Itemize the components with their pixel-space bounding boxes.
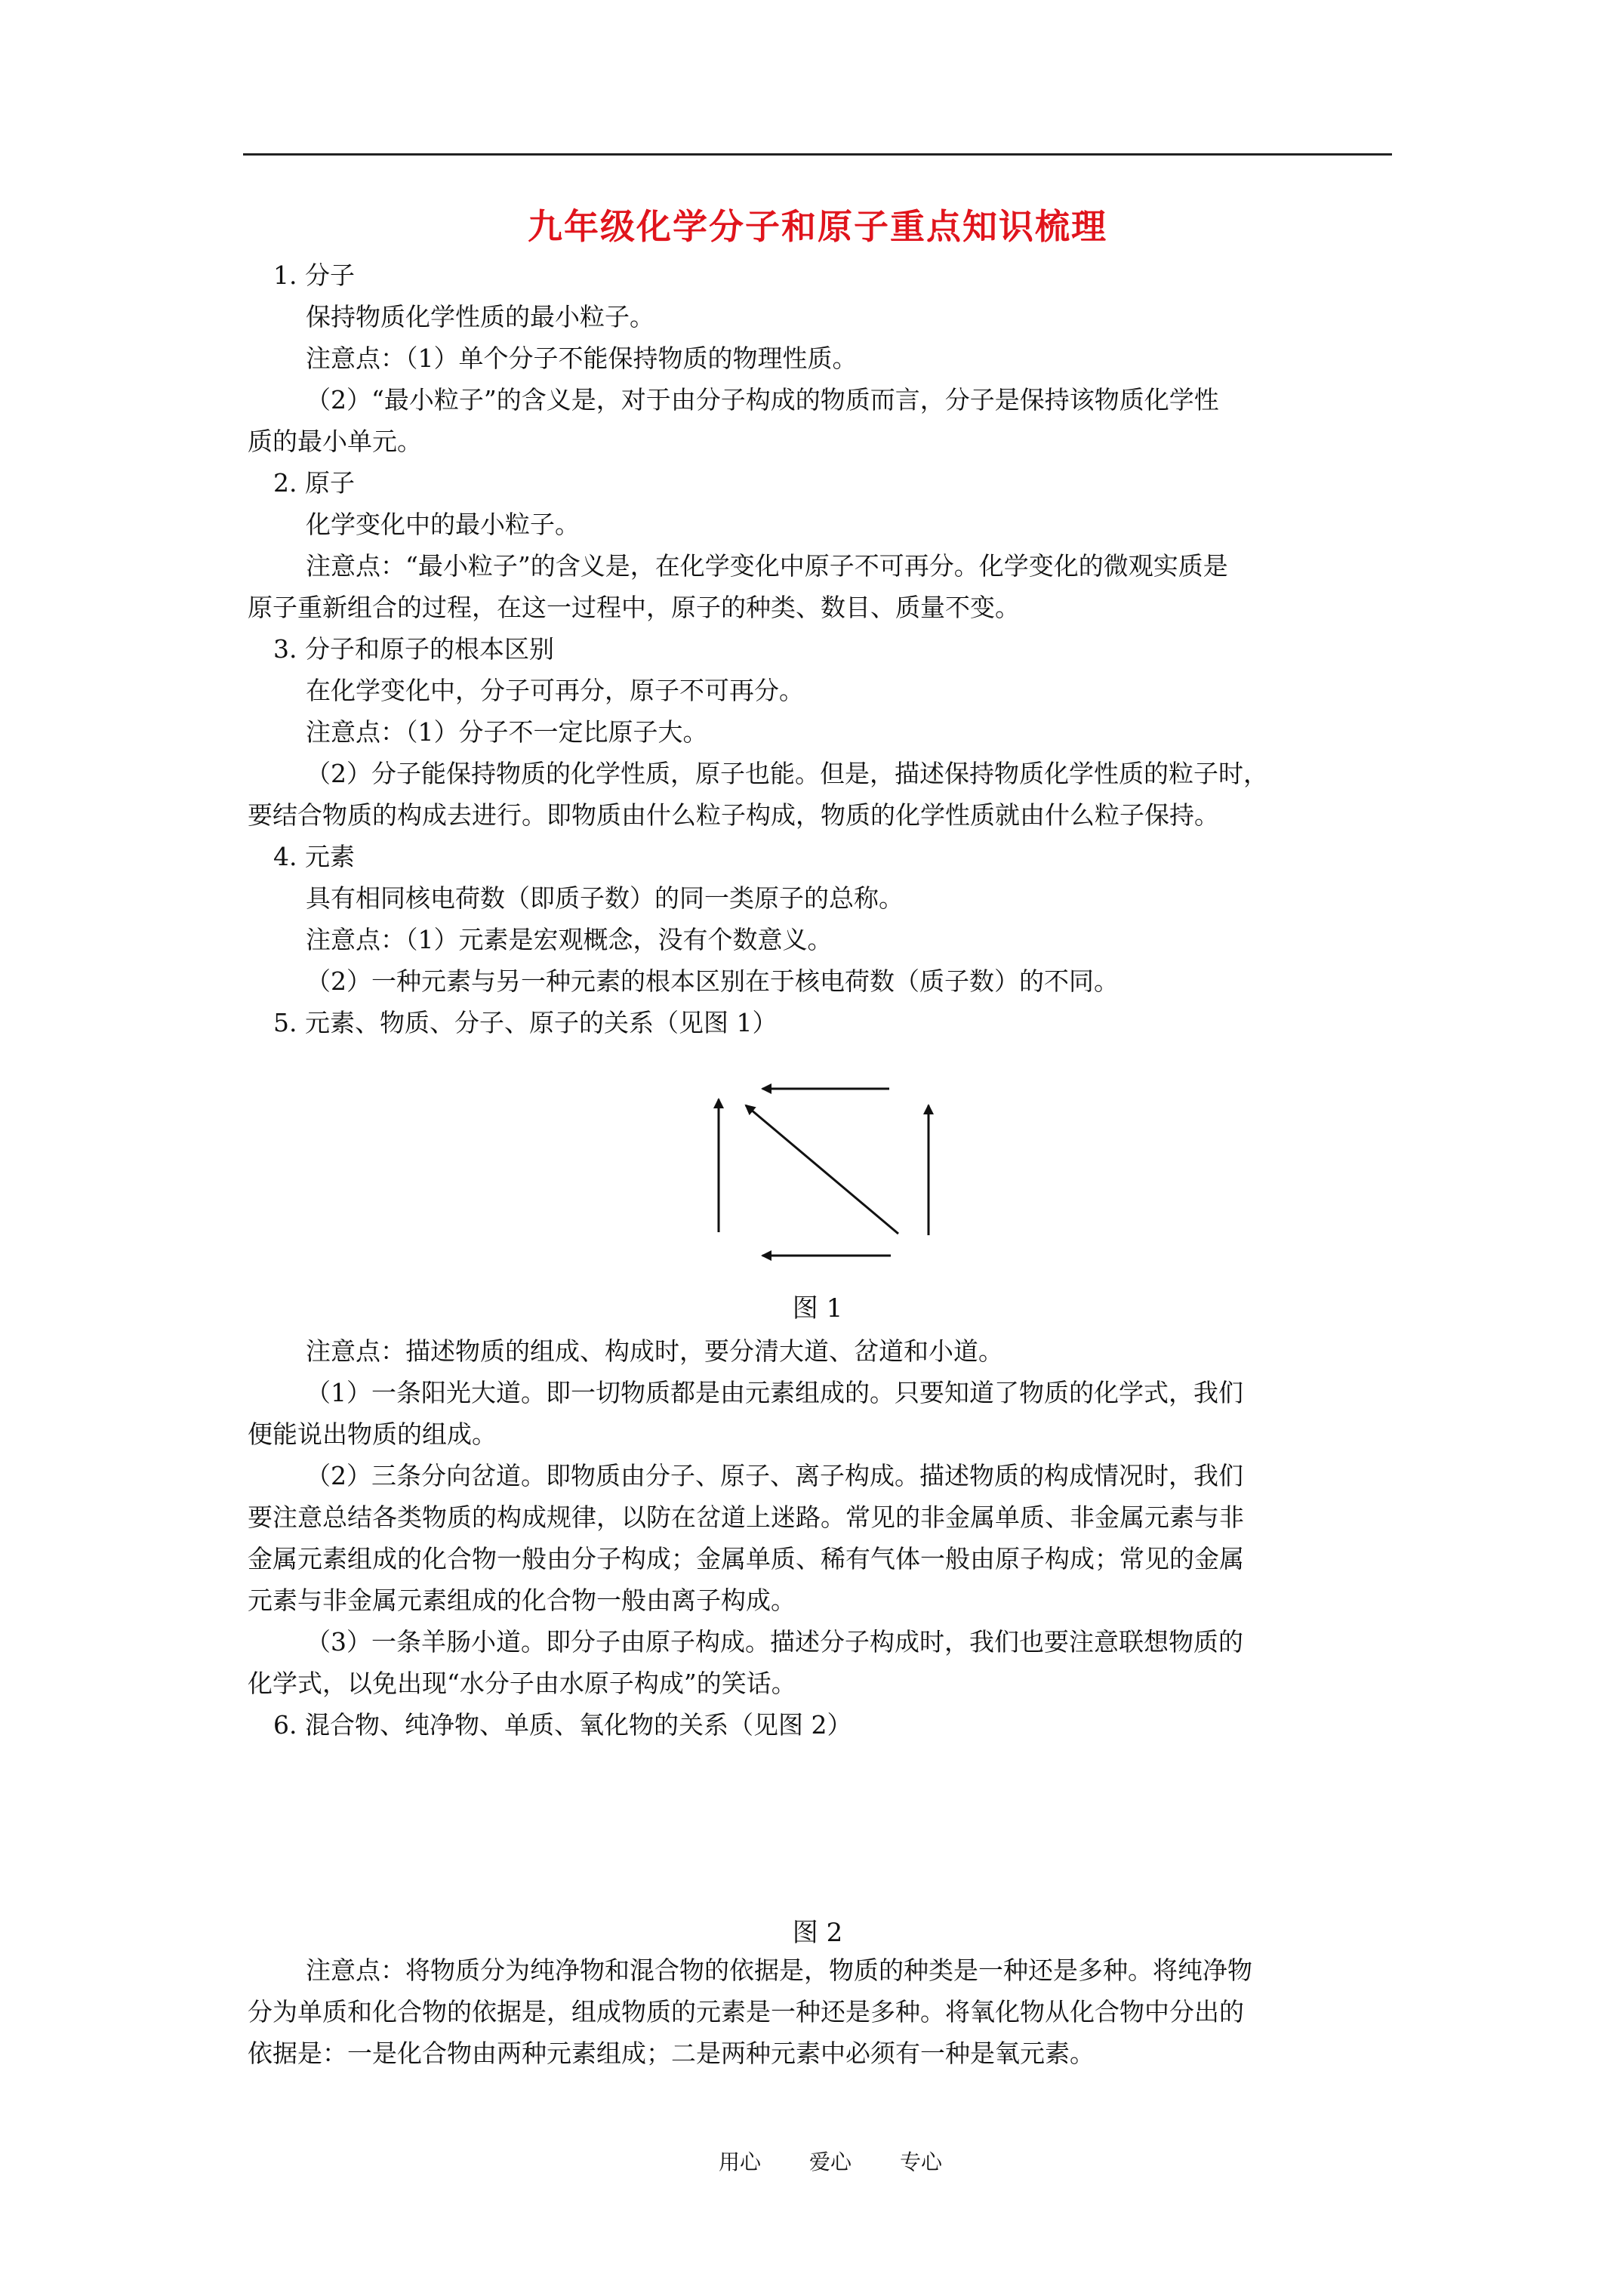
text-line: 化学式，以免出现“水分子由水原子构成”的笑话。 <box>248 1669 796 1698</box>
section-heading-molecule: 1. 分子 <box>273 260 355 290</box>
page-footer <box>679 2146 981 2176</box>
text-line: 依据是：一是化合物由两种元素组成；二是两种元素中必须有一种是氧元素。 <box>248 2039 1095 2068</box>
text-line: 质的最小单元。 <box>248 427 422 456</box>
text-line: 注意点：（1）单个分子不能保持物质的物理性质。 <box>306 344 858 373</box>
text-line: 注意点：描述物质的组成、构成时，要分清大道、岔道和小道。 <box>306 1336 1003 1366</box>
text-line: （2）分子能保持物质的化学性质，原子也能。但是，描述保持物质化学性质的粒子时， <box>306 759 1268 788</box>
text-line: 要结合物质的构成去进行。即物质由什么粒子构成，物质的化学性质就由什么粒子保持。 <box>248 800 1219 830</box>
text-line: 分为单质和化合物的依据是，组成物质的元素是一种还是多种。将氧化物从化合物中分出的 <box>248 1997 1244 2026</box>
section-heading-element: 4. 元素 <box>273 842 355 871</box>
text-line: 化学变化中的最小粒子。 <box>306 510 580 539</box>
text-line: （1）一条阳光大道。即一切物质都是由元素组成的。只要知道了物质的化学式，我们 <box>306 1378 1243 1407</box>
section-heading-atom: 2. 原子 <box>273 468 355 498</box>
footer-item: 爱心 <box>808 2150 852 2174</box>
text-line: （2）三条分向岔道。即物质由分子、原子、离子构成。描述物质的构成情况时，我们 <box>306 1461 1243 1490</box>
text-line: 注意点：“最小粒子”的含义是，在化学变化中原子不可再分。化学变化的微观实质是 <box>306 551 1228 581</box>
text-line: 注意点：（1）元素是宏观概念，没有个数意义。 <box>306 925 833 954</box>
footer-item: 专心 <box>900 2150 943 2174</box>
section-heading-difference: 3. 分子和原子的根本区别 <box>273 634 554 664</box>
text-line: 注意点：（1）分子不一定比原子大。 <box>306 717 708 747</box>
section-heading-mixture: 6. 混合物、纯净物、单质、氧化物的关系（见图 2） <box>273 1710 852 1740</box>
text-line: 元素与非金属元素组成的化合物一般由离子构成。 <box>248 1586 796 1615</box>
header-rule <box>243 153 1392 156</box>
arrow-diagonal <box>746 1105 898 1234</box>
text-line: 原子重新组合的过程，在这一过程中，原子的种类、数目、质量不变。 <box>248 593 1020 622</box>
text-line: （2）“最小粒子”的含义是，对于由分子构成的物质而言，分子是保持该物质化学性 <box>306 385 1219 415</box>
text-line: 保持物质化学性质的最小粒子。 <box>306 302 654 331</box>
figure-1-diagram <box>679 1057 981 1284</box>
text-line: 具有相同核电荷数（即质子数）的同一类原子的总称。 <box>306 883 904 913</box>
footer-item: 用心 <box>718 2150 761 2174</box>
text-line: 在化学变化中，分子可再分，原子不可再分。 <box>306 676 804 705</box>
figure-2-caption: 图 2 <box>792 1918 843 1948</box>
figure-1-caption: 图 1 <box>792 1293 843 1324</box>
text-line: （2）一种元素与另一种元素的根本区别在于核电荷数（质子数）的不同。 <box>306 966 1119 996</box>
page-title: 九年级化学分子和原子重点知识梳理 <box>528 206 1107 247</box>
text-line: 便能说出物质的组成。 <box>248 1419 497 1449</box>
section-heading-relationship: 5. 元素、物质、分子、原子的关系（见图 1） <box>273 1008 778 1037</box>
text-line: 要注意总结各类物质的构成规律，以防在岔道上迷路。常见的非金属单质、非金属元素与非 <box>248 1502 1244 1532</box>
text-line: 注意点：将物质分为纯净物和混合物的依据是，物质的种类是一种还是多种。将纯净物 <box>306 1955 1252 1985</box>
text-line: （3）一条羊肠小道。即分子由原子构成。描述分子构成时，我们也要注意联想物质的 <box>306 1627 1243 1657</box>
text-line: 金属元素组成的化合物一般由分子构成；金属单质、稀有气体一般由原子构成；常见的金属 <box>248 1544 1244 1573</box>
